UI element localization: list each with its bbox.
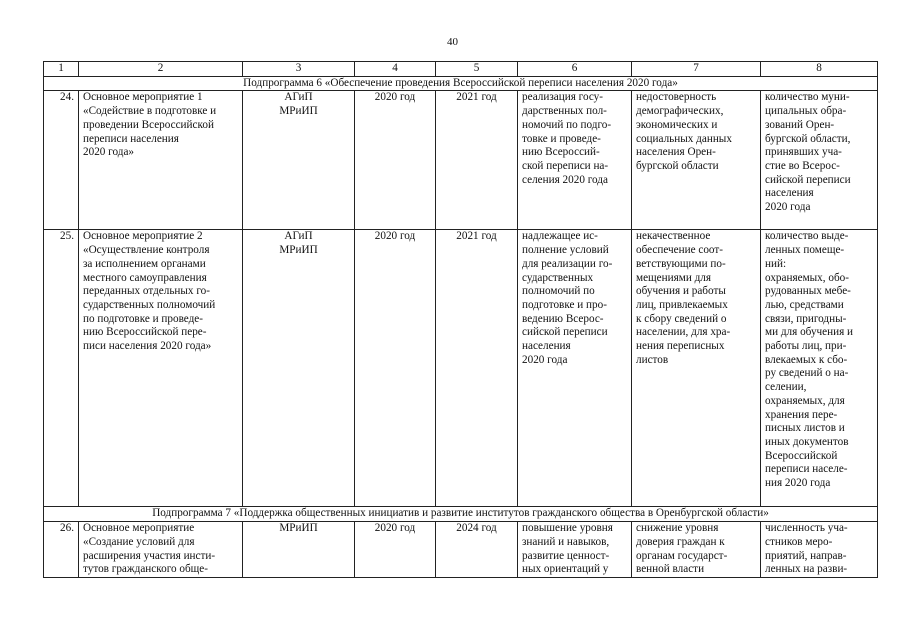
end-year-cell: 2021 год [436,230,518,507]
column-number: 7 [632,62,761,77]
column-number-row [44,62,878,77]
measure-cell: Основное мероприятие «Создание условий для расширения участия инсти- тутов гражданского обще- [79,522,243,578]
measure-cell: Основное мероприятие 1 «Содействие в подготовке и проведении Всероссийской переписи населения 2020 года» [79,91,243,230]
result-cell: повышение уровня знаний и навыков, развитие ценност- ных ориентаций у [518,522,632,578]
column-number: 4 [355,62,436,77]
program-table [43,61,878,578]
measure-cell: Основное мероприятие 2 «Осуществление контроля за исполнением органами местного самоуправления переданных отдельных го- сударственных полномочий по подготовке и проведе- нию Всероссийской пере- писи населения 2020 года» [79,230,243,507]
result-cell: надлежащее ис- полнение условий для реализации го- сударственных полномочий по подготовке и про- ведению Всерос- сийской переписи населения 2020 года [518,230,632,507]
executor-cell: АГиП МРиИП [243,230,355,507]
table-row [44,522,878,578]
start-year-cell: 2020 год [355,230,436,507]
column-number: 5 [436,62,518,77]
subprogram-row [44,507,878,522]
indicator-cell: количество выде- ленных помеще- ний: охраняемых, обо- рудованных мебе- лью, средствами связи, пригодны- ми для обучения и работы лиц, при- влекаемых к сбо- ру сведений о на- селении, охраняемых, для хранения пере- писных листов и иных документов Всероссийской переписи населе- ния 2020 года [761,230,878,507]
column-number: 3 [243,62,355,77]
row-number: 26. [44,522,79,578]
row-number: 25. [44,230,79,507]
indicator-cell: численность уча- стников меро- приятий, направ- ленных на разви- [761,522,878,578]
consequence-cell: снижение уровня доверия граждан к органам государст- венной власти [632,522,761,578]
executor-cell: АГиП МРиИП [243,91,355,230]
end-year-cell: 2024 год [436,522,518,578]
start-year-cell: 2020 год [355,91,436,230]
subprogram-7-title: Подпрограмма 7 «Поддержка общественных инициатив и развитие институтов гражданского общества в Оренбургской области» [44,507,878,522]
consequence-cell: некачественное обеспечение соот- ветствующими по- мещениями для обучения и работы лиц, привлекаемых к сбору сведений о населении, для хра- нения переписных листов [632,230,761,507]
indicator-cell: количество муни- ципальных обра- зований Орен- бургской области, принявших уча- стие во Всерос- сийской переписи населения 2020 года [761,91,878,230]
subprogram-6-title: Подпрограмма 6 «Обеспечение проведения Всероссийской переписи населения 2020 года» [44,76,878,91]
column-number: 6 [518,62,632,77]
column-number: 1 [44,62,79,77]
executor-cell: МРиИП [243,522,355,578]
start-year-cell: 2020 год [355,522,436,578]
end-year-cell: 2021 год [436,91,518,230]
row-number: 24. [44,91,79,230]
table-row [44,91,878,230]
column-number: 2 [79,62,243,77]
consequence-cell: недостоверность демографических, экономических и социальных данных населения Орен- бургской области [632,91,761,230]
subprogram-row [44,76,878,91]
table-row [44,230,878,507]
page-number: 40 [447,36,458,48]
result-cell: реализация госу- дарственных пол- номочий по подго- товке и проведе- нию Всероссий- ской переписи на- селения 2020 года [518,91,632,230]
column-number: 8 [761,62,878,77]
